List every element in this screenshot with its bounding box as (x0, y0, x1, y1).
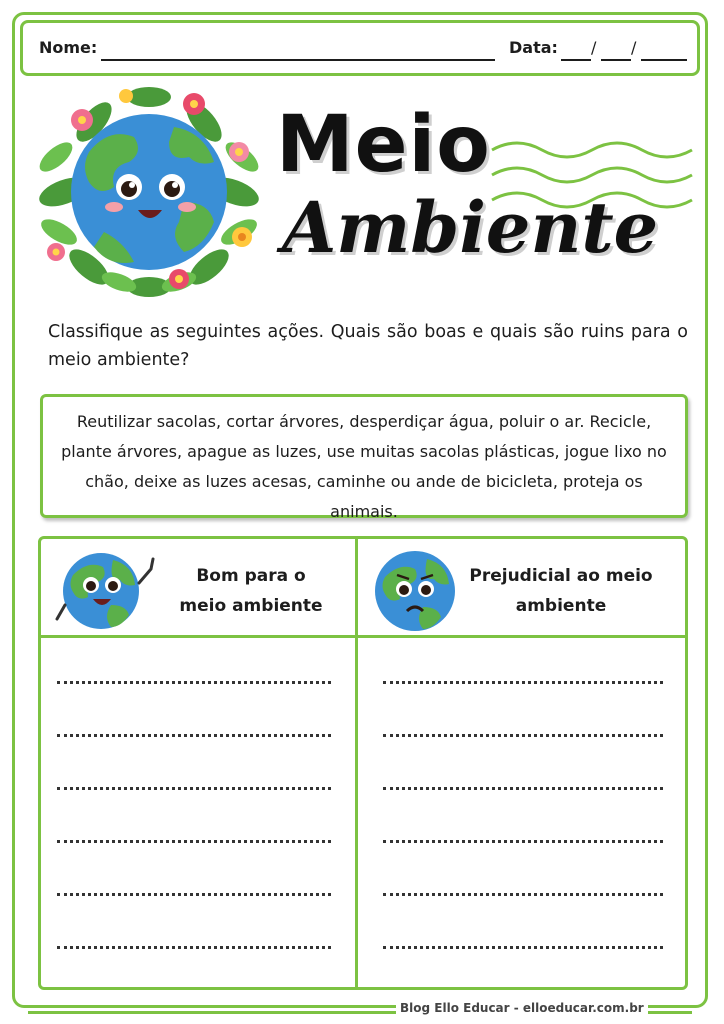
classification-table (38, 536, 688, 990)
column-header-line: Prejudicial ao meio (469, 566, 653, 586)
name-label: Nome: (39, 38, 98, 57)
date-day-field[interactable] (561, 59, 591, 61)
answer-line-bad[interactable] (383, 734, 663, 737)
name-field[interactable] (101, 59, 495, 61)
answer-line-good[interactable] (57, 946, 331, 949)
date-label: Data: (509, 38, 558, 57)
answer-line-good[interactable] (57, 787, 331, 790)
title-ambiente: Ambiente (282, 186, 659, 269)
header-divider (41, 635, 685, 638)
date-separator: / (591, 38, 597, 57)
word-bank-line: Reutilizar sacolas, cortar árvores, desperdiçar água, poluir o ar. Recicle, (76, 412, 652, 431)
earth-globe-flowers-icon (34, 82, 264, 302)
answer-line-good[interactable] (57, 734, 331, 737)
answer-line-bad[interactable] (383, 946, 663, 949)
word-bank-line: plante árvores, apague as luzes, use muitas sacolas plásticas, jogue lixo no (61, 442, 667, 461)
instruction-text: Classifique as seguintes ações. Quais são boas e quais são ruins para o meio ambiente? (48, 322, 688, 370)
header-box (20, 20, 700, 76)
date-month-field[interactable] (601, 59, 631, 61)
column-header-line: ambiente (515, 596, 607, 616)
date-separator: / (631, 38, 637, 57)
answer-line-bad[interactable] (383, 840, 663, 843)
footer-credit: Blog Ello Educar - elloeducar.com.br (396, 1001, 648, 1015)
wave-lines-icon (490, 130, 700, 210)
date-year-field[interactable] (641, 59, 687, 61)
column-header-good (161, 561, 341, 621)
column-header-bad (461, 561, 661, 621)
answer-line-good[interactable] (57, 681, 331, 684)
column-header-line: Bom para o (196, 566, 306, 586)
word-bank-text (57, 407, 671, 527)
title-meio: Meio (276, 100, 491, 190)
word-bank-box (40, 394, 688, 521)
answer-line-good[interactable] (57, 893, 331, 896)
column-header-line: meio ambiente (179, 596, 323, 616)
answer-line-good[interactable] (57, 840, 331, 843)
sad-earth-icon (371, 547, 461, 633)
happy-earth-icon (53, 545, 163, 635)
answer-line-bad[interactable] (383, 787, 663, 790)
column-divider (355, 539, 358, 987)
answer-line-bad[interactable] (383, 893, 663, 896)
word-bank-line: chão, deixe as luzes acesas, caminhe ou ande de bicicleta, proteja os animais. (85, 472, 643, 521)
answer-line-bad[interactable] (383, 681, 663, 684)
